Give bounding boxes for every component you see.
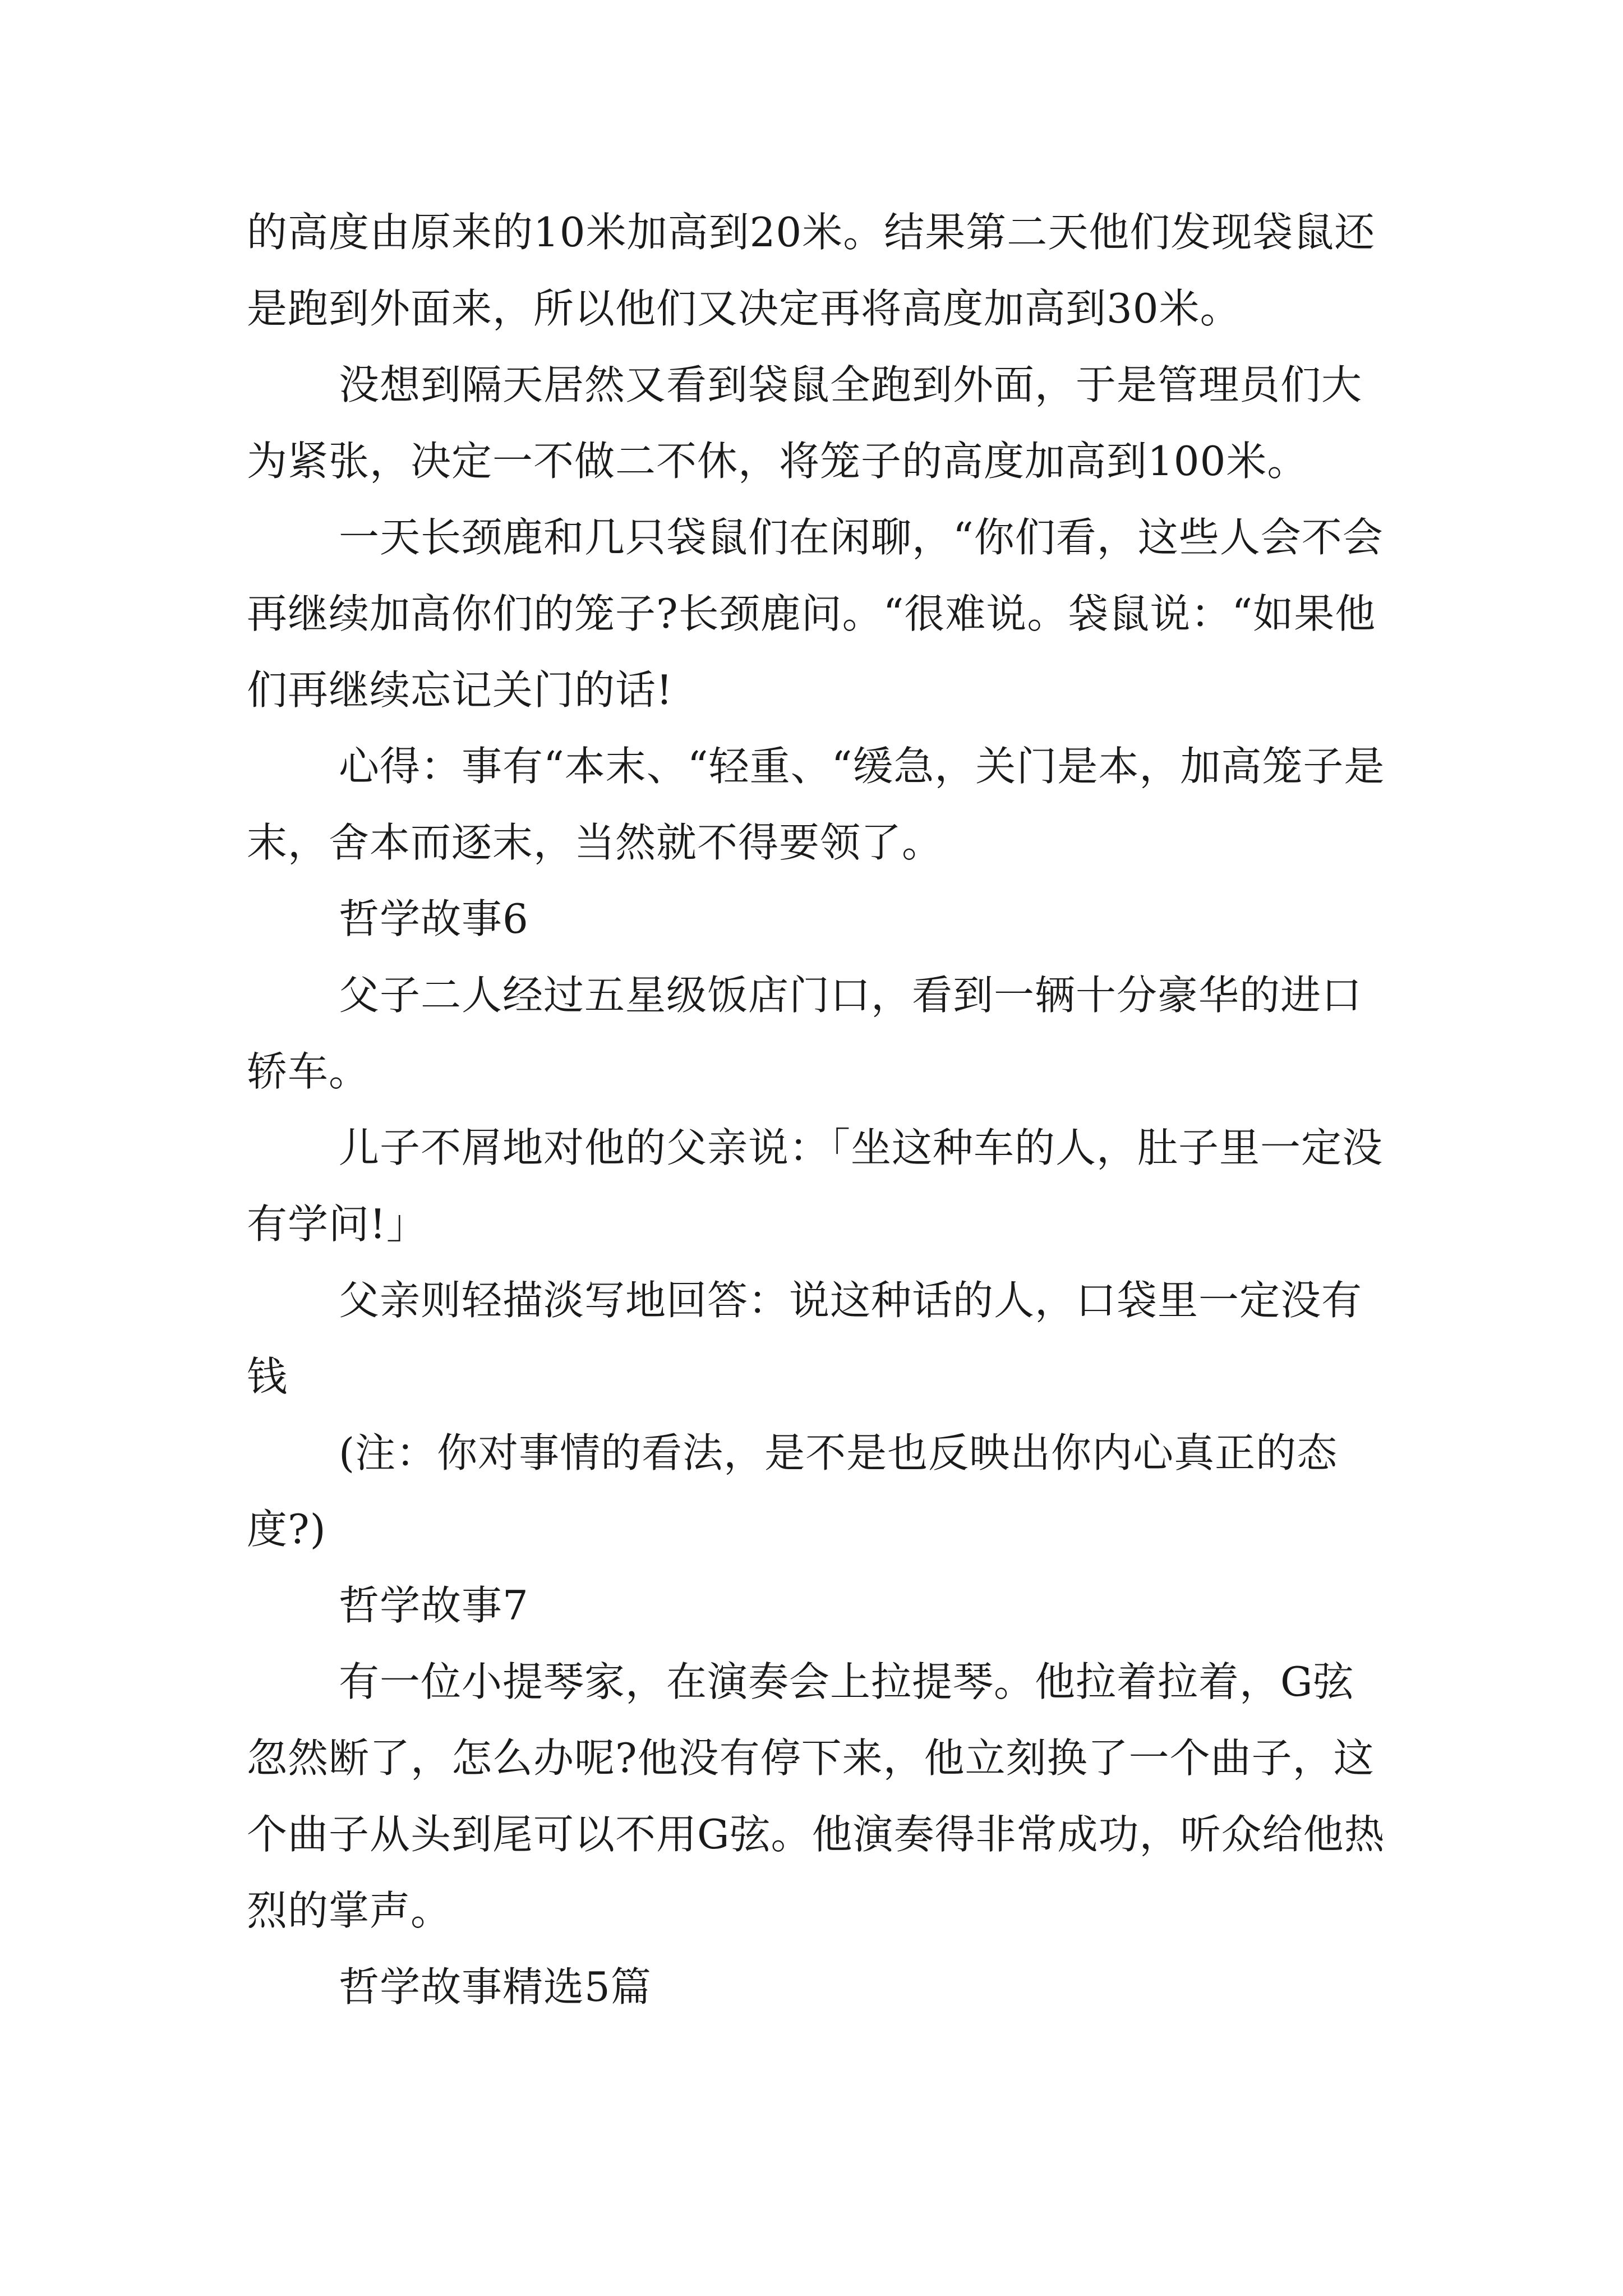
paragraph: 没想到隔天居然又看到袋鼠全跑到外面，于是管理员们大为紧张，决定一不做二不休，将笼子的高度加高到100米。 — [247, 361, 1363, 485]
paragraph: 父亲则轻描淡写地回答：说这种话的人，口袋里一定没有钱 — [247, 1277, 1363, 1400]
section-heading: 哲学故事7 — [339, 1582, 529, 1629]
paragraph: 的高度由原来的10米加高到20米。结果第二天他们发现袋鼠还是跑到外面来，所以他们又决定再将高度加高到30米。 — [247, 209, 1376, 332]
section-heading: 哲学故事精选5篇 — [339, 1963, 652, 2010]
paragraph: (注：你对事情的看法，是不是也反映出你内心真正的态度?) — [247, 1429, 1338, 1553]
paragraph: 一天长颈鹿和几只袋鼠们在闲聊，“你们看，这些人会不会再继续加高你们的笼子?长颈鹿问。“很难说。袋鼠说：“如果他们再继续忘记关门的话! — [247, 514, 1384, 714]
paragraph: 儿子不屑地对他的父亲说：「坐这种车的人，肚子里一定没有学问!」 — [247, 1124, 1384, 1248]
paragraph: 心得：事有“本末、“轻重、“缓急，关门是本，加高笼子是末，舍本而逐末，当然就不得要领了。 — [247, 743, 1385, 866]
section-heading: 哲学故事6 — [339, 895, 529, 942]
document-body — [247, 194, 1385, 2025]
paragraph: 有一位小提琴家，在演奏会上拉提琴。他拉着拉着，G弦忽然断了，怎么办呢?他没有停下来，他立刻换了一个曲子，这个曲子从头到尾可以不用G弦。他演奏得非常成功，听众给他热烈的掌声。 — [247, 1658, 1385, 1934]
paragraph: 父子二人经过五星级饭店门口，看到一辆十分豪华的进口轿车。 — [247, 972, 1363, 1095]
